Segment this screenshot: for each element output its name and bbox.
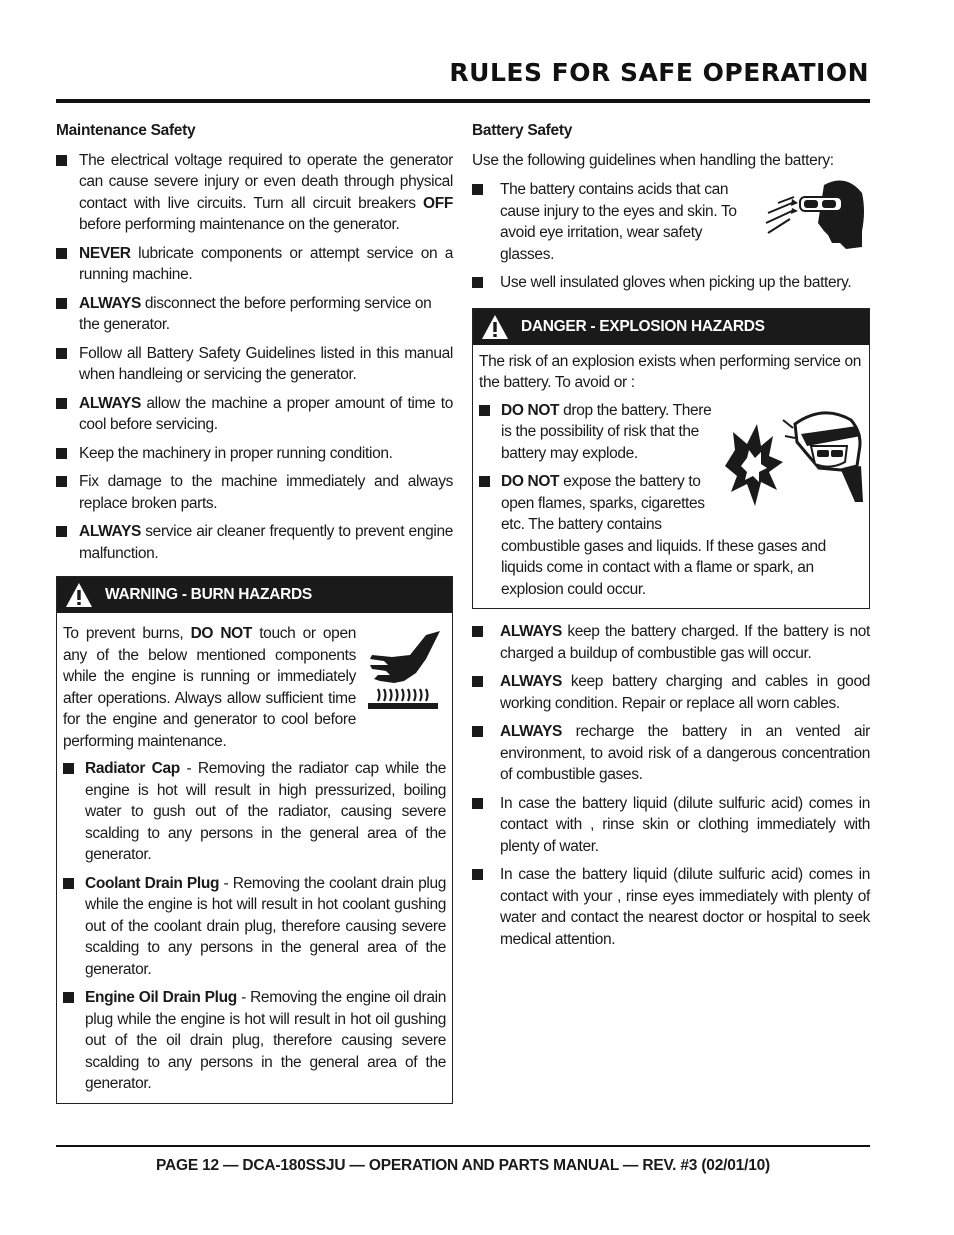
burn-warning-body bbox=[57, 613, 452, 1103]
explosion-danger-body bbox=[473, 345, 869, 609]
item-text: In case the battery liquid (dilute sulfuric acid) comes in contact with your , rinse eyes immediately with plenty of water and contact the nearest doctor or hospital to seek medical attention. bbox=[500, 866, 870, 948]
explosion-danger-title: DANGER - EXPLOSION HAZARDS bbox=[521, 317, 765, 335]
bullet-square-icon bbox=[56, 476, 67, 487]
bullet-square-icon bbox=[472, 277, 483, 288]
item-text: allow the machine a proper amount of time to cool before servicing. bbox=[79, 394, 453, 433]
bullet-square-icon bbox=[56, 398, 67, 409]
item-text: drop the battery. There is the possibility of risk that the battery may explode. bbox=[501, 401, 712, 462]
item-emphasis: DO NOT bbox=[501, 473, 560, 490]
bullet-square-icon bbox=[472, 626, 483, 637]
explosion-danger-intro: The risk of an explosion exists when performing service on the battery. To avoid or : bbox=[479, 352, 862, 391]
list-item bbox=[63, 873, 446, 981]
item-text: lubricate components or attempt service on a running machine. bbox=[79, 244, 453, 283]
bullet-square-icon bbox=[63, 763, 74, 774]
item-text: expose the battery to open flames, sparks, cigarettes etc. The battery contains combustible gases and liquids. If these gases and liquids come in contact with a flame or spark, an explosion could occur. bbox=[501, 473, 826, 598]
bullet-square-icon bbox=[63, 992, 74, 1003]
burn-warning-list bbox=[63, 758, 446, 1095]
item-emphasis: Coolant Drain Plug bbox=[85, 874, 220, 892]
list-item bbox=[472, 272, 870, 294]
list-item bbox=[63, 987, 446, 1095]
item-emphasis: ALWAYS bbox=[500, 673, 562, 690]
bullet-square-icon bbox=[472, 726, 483, 737]
intro-emphasis: DO NOT bbox=[190, 625, 252, 642]
left-column bbox=[56, 120, 453, 1104]
item-text: keep the battery charged. If the battery is not charged a buildup of combustible gas will occur. bbox=[500, 623, 870, 662]
explosion-danger-box bbox=[472, 308, 870, 610]
title-rule bbox=[56, 99, 870, 103]
list-item bbox=[472, 179, 870, 265]
warning-triangle-icon bbox=[65, 582, 93, 608]
list-item bbox=[56, 521, 453, 564]
bullet-square-icon bbox=[472, 798, 483, 809]
list-item bbox=[472, 721, 870, 786]
item-emphasis: ALWAYS bbox=[79, 294, 141, 312]
list-item bbox=[56, 293, 453, 336]
list-item bbox=[479, 471, 863, 600]
item-emphasis: ALWAYS bbox=[500, 723, 562, 740]
explosion-danger-list bbox=[479, 400, 863, 601]
bullet-square-icon bbox=[472, 184, 483, 195]
item-emphasis: DO NOT bbox=[501, 401, 560, 419]
item-emphasis: ALWAYS bbox=[79, 523, 141, 540]
bullet-square-icon bbox=[56, 526, 67, 537]
bullet-square-icon bbox=[56, 348, 67, 359]
item-emphasis: Radiator Cap bbox=[85, 760, 180, 777]
item-text: - Removing the engine oil drain plug while the engine is hot will result in hot oil gushing out of the oil drain plug, therefore causing severe scalding to any persons in the general area of the generator. bbox=[85, 989, 446, 1092]
item-emphasis: ALWAYS bbox=[79, 394, 141, 412]
footer-rule bbox=[56, 1145, 870, 1147]
bullet-square-icon bbox=[472, 676, 483, 687]
list-item bbox=[472, 793, 870, 858]
list-item bbox=[56, 150, 453, 236]
item-text: - Removing the radiator cap while the engine is hot will result in high pressurized, boiling water to gush out of the radiator, causing severe scalding to any persons in the general area of the generator. bbox=[85, 760, 447, 863]
item-text: Follow all Battery Safety Guidelines listed in this manual when handleing or servicing the generator. bbox=[79, 344, 453, 383]
bullet-square-icon bbox=[56, 298, 67, 309]
item-text: recharge the battery in an vented air environment, to avoid risk of a dangerous concentration of combustible gases. bbox=[500, 723, 870, 783]
maintenance-heading: Maintenance Safety bbox=[56, 122, 196, 139]
intro-text: touch or open any of the below mentioned components while the engine is running or immediately after operations. Always allow sufficient time for the engine and generator to cool before performing maintenance. bbox=[63, 625, 356, 750]
bullet-square-icon bbox=[479, 476, 490, 487]
intro-text: To prevent burns, bbox=[63, 625, 191, 642]
battery-guidelines-list bbox=[472, 621, 870, 950]
list-item bbox=[56, 393, 453, 436]
item-text: - Removing the coolant drain plug while the engine is hot will result in hot coolant gushing out of the coolant drain plug, therefore causing severe scalding to any persons in the general area of the generator. bbox=[85, 874, 446, 978]
bullet-square-icon bbox=[56, 155, 67, 166]
list-item bbox=[56, 243, 453, 286]
hot-surface-hand-icon bbox=[364, 629, 442, 713]
bullet-square-icon bbox=[63, 878, 74, 889]
burn-warning-header bbox=[57, 577, 452, 613]
list-item bbox=[56, 471, 453, 514]
bullet-square-icon bbox=[479, 405, 490, 416]
item-text: disconnect the before performing service on the generator. bbox=[79, 294, 432, 333]
item-text: The electrical voltage required to operate the generator can cause severe injury or even death through physical contact with live circuits. Turn all circuit breakers bbox=[79, 151, 453, 212]
page-footer: PAGE 12 — DCA-180SSJU — OPERATION AND PARTS MANUAL — REV. #3 (02/01/10) bbox=[156, 1157, 770, 1174]
list-item bbox=[63, 758, 446, 866]
list-item bbox=[56, 343, 453, 386]
explosion-danger-header bbox=[473, 309, 869, 345]
battery-list bbox=[472, 179, 870, 294]
warning-triangle-icon bbox=[481, 314, 509, 340]
item-emphasis: ALWAYS bbox=[500, 623, 562, 640]
burn-warning-box bbox=[56, 576, 453, 1104]
burn-warning-title: WARNING - BURN HAZARDS bbox=[105, 586, 312, 604]
item-text: before performing maintenance on the generator. bbox=[79, 216, 400, 233]
right-column bbox=[472, 120, 870, 957]
battery-heading: Battery Safety bbox=[472, 122, 573, 139]
item-text: service air cleaner frequently to prevent engine malfunction. bbox=[79, 523, 453, 562]
item-emphasis: Engine Oil Drain Plug bbox=[85, 989, 237, 1006]
item-text: The battery contains acids that can cause injury to the eyes and skin. To avoid eye irritation, wear safety glasses. bbox=[500, 181, 737, 263]
bullet-square-icon bbox=[472, 869, 483, 880]
list-item bbox=[472, 671, 870, 714]
page-title: RULES FOR SAFE OPERATION bbox=[449, 58, 869, 87]
list-item bbox=[479, 400, 863, 465]
item-text: Use well insulated gloves when picking up the battery. bbox=[500, 274, 852, 291]
item-text: keep battery charging and cables in good working condition. Repair or replace all worn cables. bbox=[500, 673, 870, 712]
item-emphasis: NEVER bbox=[79, 244, 131, 262]
maintenance-list bbox=[56, 150, 453, 565]
list-item bbox=[472, 864, 870, 950]
safety-glasses-icon bbox=[762, 177, 866, 253]
item-emphasis: OFF bbox=[423, 194, 453, 212]
item-text: Keep the machinery in proper running condition. bbox=[79, 444, 393, 462]
item-text: Fix damage to the machine immediately and always replace broken parts. bbox=[79, 473, 453, 512]
bullet-square-icon bbox=[56, 248, 67, 259]
list-item bbox=[56, 443, 453, 465]
battery-intro: Use the following guidelines when handling the battery: bbox=[472, 151, 834, 169]
item-text: In case the battery liquid (dilute sulfuric acid) comes in contact with , rinse skin or clothing immediately with plenty of water. bbox=[500, 794, 870, 855]
list-item bbox=[472, 621, 870, 664]
bullet-square-icon bbox=[56, 448, 67, 459]
